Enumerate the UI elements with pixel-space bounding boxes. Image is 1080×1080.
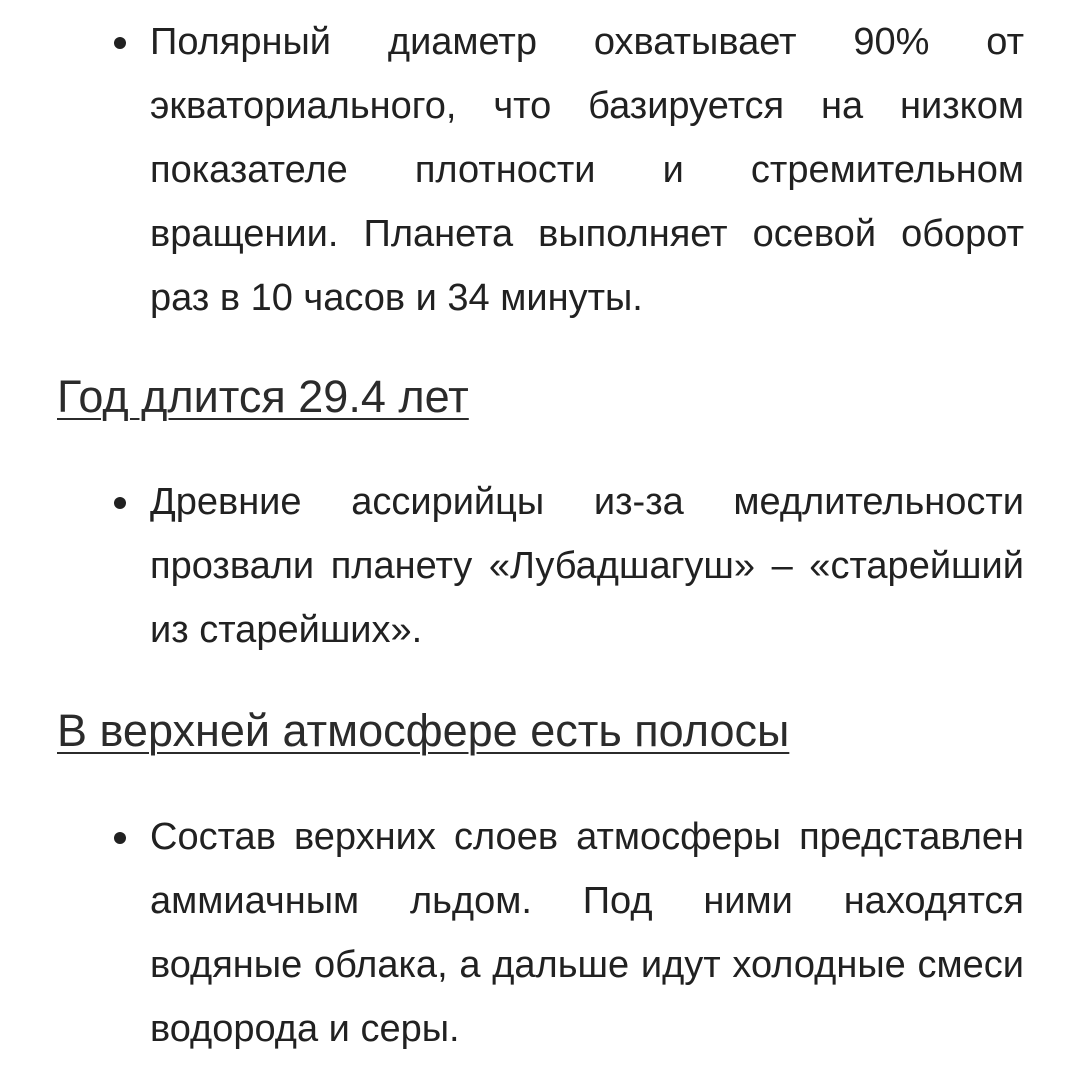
bullet-item — [150, 805, 1024, 1061]
bullet-text: Древние ассирийцы из-за медлительности прозвали планету «Лубадшагуш» – «старейший из старейших». — [150, 481, 1024, 651]
bullet-item — [150, 10, 1024, 330]
bullet-icon — [114, 37, 126, 49]
bullet-text: Состав верхних слоев атмосферы представлен аммиачным льдом. Под ними находятся водяные облака, а дальше идут холодные смеси водорода и серы. — [150, 816, 1024, 1050]
bullet-icon — [114, 497, 126, 509]
section-heading-year[interactable]: Год длится 29.4 лет — [57, 371, 469, 422]
bullet-icon — [114, 832, 126, 844]
bullet-item — [150, 470, 1024, 662]
bullet-text: Полярный диаметр охватывает 90% от экваториального, что базируется на низком показателе плотности и стремительном вращении. Планета выполняет осевой оборот раз в 10 часов и 34 минуты. — [150, 21, 1024, 319]
section-heading-atmosphere[interactable]: В верхней атмосфере есть полосы — [57, 705, 790, 756]
